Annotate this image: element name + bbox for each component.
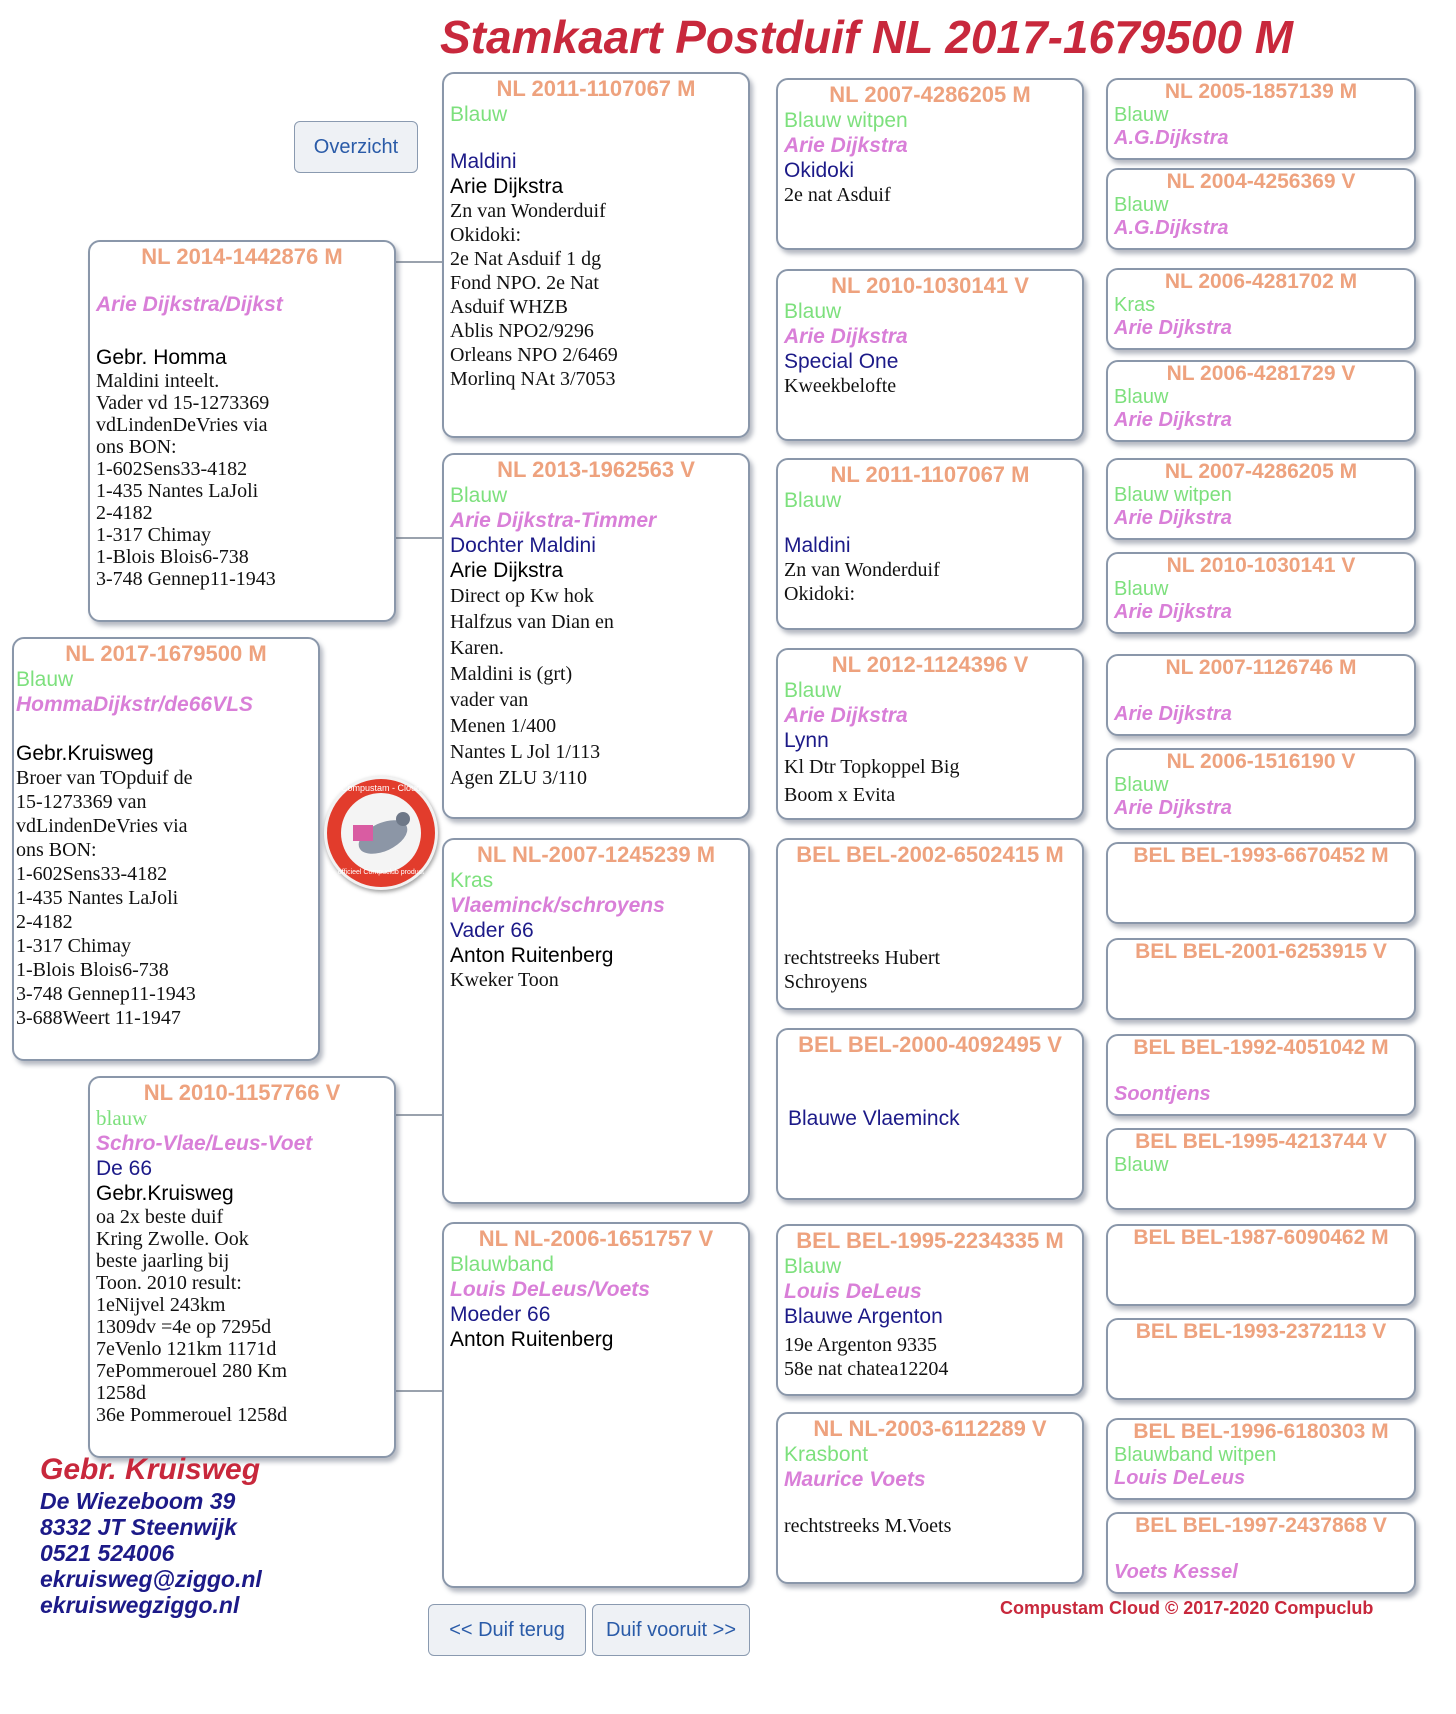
card-g3-8[interactable]	[1106, 748, 1416, 830]
card-ggp-5[interactable]	[776, 838, 1084, 1010]
breeder: Arie Dijkstra	[784, 325, 908, 348]
breeder: A.G.Dijkstra	[1114, 217, 1229, 239]
card-g3-9[interactable]	[1106, 842, 1416, 924]
color: Blauw	[784, 1255, 842, 1278]
notes: Kweekbelofte	[784, 375, 897, 397]
overview-button[interactable]: Overzicht	[294, 121, 418, 173]
card-body	[1108, 1250, 1414, 1273]
card-body	[1108, 104, 1414, 150]
color: Blauw	[1114, 104, 1169, 126]
notes: Kweker Toon	[450, 969, 559, 991]
notes: rechtstreeks M.Voets	[784, 1515, 952, 1537]
card-body	[1108, 578, 1414, 624]
breeder: Arie Dijkstra	[1114, 507, 1232, 529]
card-body	[1108, 484, 1414, 530]
color: Blauw	[1114, 194, 1169, 216]
color: Blauw	[450, 103, 508, 126]
owner-city: 8332 JT Steenwijk	[40, 1514, 237, 1540]
ring-number: NL 2006-1516190 V	[1166, 750, 1356, 773]
name: Moeder 66	[450, 1303, 551, 1326]
ring-number: NL 2010-1030141 V	[1166, 554, 1356, 577]
color: Blauw	[784, 300, 842, 323]
breeder: Arie Dijkstra	[1114, 703, 1232, 725]
card-subject[interactable]	[12, 637, 320, 1061]
ring-number: NL 2011-1107067 M	[496, 76, 696, 101]
color: Blauw	[1114, 1154, 1169, 1176]
breeder: Arie Dijkstra	[1114, 409, 1232, 431]
copyright: Compustam Cloud © 2017-2020 Compuclub	[1000, 1598, 1374, 1618]
ring-number: NL NL-2003-6112289 V	[813, 1416, 1047, 1441]
card-g3-6[interactable]	[1106, 552, 1416, 634]
owner-email-alt: ekruiswegziggo.nl	[40, 1592, 240, 1618]
card-g3-10[interactable]	[1106, 938, 1416, 1020]
compustam-logo	[324, 776, 438, 890]
owner-name: Gebr. Kruisweg	[40, 1453, 261, 1486]
color	[1114, 964, 1408, 987]
notes: Zn van Wonderduif Okidoki:	[784, 559, 940, 605]
ring-number: NL 2017-1679500 M	[65, 641, 267, 666]
ring-number: NL 2013-1962563 V	[497, 457, 695, 482]
breeder: Arie Dijkstra	[1114, 797, 1232, 819]
color: Blauw	[1114, 578, 1169, 600]
card-g3-4[interactable]	[1106, 360, 1416, 442]
color: Krasbont	[784, 1443, 869, 1466]
card-body	[1108, 868, 1414, 891]
card-body	[1108, 1344, 1414, 1367]
owner: Anton Ruitenberg	[450, 1328, 614, 1351]
notes: 2e nat Asduif	[784, 184, 891, 206]
card-g3-2[interactable]	[1106, 168, 1416, 250]
color: Blauw	[784, 679, 842, 702]
logo-top-text: Compustam - Cloud	[340, 783, 422, 793]
notes: Zn van Wonderduif Okidoki: 2e Nat Asduif 1 dg Fond NPO. 2e Nat Asduif WHZB Ablis NPO2/9296 Orleans NPO 2/6469 Morlinq NAt 3/7053	[450, 200, 618, 390]
card-ggp-3[interactable]	[776, 458, 1084, 630]
card-g3-15[interactable]	[1106, 1418, 1416, 1500]
ring-number: BEL BEL-1992-4051042 M	[1133, 1036, 1389, 1059]
breeder: Vlaeminck/schroyens	[450, 894, 665, 917]
ring-number: NL 2007-4286205 M	[1164, 460, 1358, 483]
connector	[394, 261, 442, 263]
card-body	[1108, 386, 1414, 432]
breeder: Louis DeLeus	[1114, 1467, 1246, 1489]
card-g3-7[interactable]	[1106, 654, 1416, 736]
notes: oa 2x beste duif Kring Zwolle. Ook beste jaarling bij Toon. 2010 result: 1eNijvel 243km 1309dv =4e op 7295d 7eVenlo 121km 1171d 7ePommerouel 280 Km 1258d 36e Pommerouel 1258d	[96, 1206, 288, 1426]
ring-number: BEL BEL-1997-2437868 V	[1135, 1514, 1387, 1537]
ring-number: NL NL-2007-1245239 M	[476, 842, 716, 867]
owner: Arie Dijkstra	[450, 559, 564, 582]
card-body	[1108, 1538, 1414, 1584]
owner: Gebr.Kruisweg	[96, 1182, 234, 1205]
notes: rechtstreeks Hubert Schroyens	[784, 947, 941, 993]
name: De 66	[96, 1157, 153, 1180]
name: Blauwe Vlaeminck	[788, 1107, 960, 1130]
ring-number: BEL BEL-2001-6253915 V	[1135, 940, 1387, 963]
color	[1114, 1344, 1408, 1367]
card-g3-5[interactable]	[1106, 458, 1416, 540]
ring-number: BEL BEL-1995-2234335 M	[796, 1228, 1064, 1253]
card-ggp-4[interactable]	[776, 648, 1084, 820]
color: blauw	[96, 1106, 148, 1130]
ring-number: NL 2007-4286205 M	[829, 82, 1031, 107]
ring-number: NL NL-2006-1651757 V	[478, 1226, 714, 1251]
color: Blauw	[1114, 386, 1169, 408]
logo-bottom-text: officieel Compuclub product	[337, 869, 425, 876]
card-g3-14[interactable]	[1106, 1318, 1416, 1400]
color: Blauw	[1114, 774, 1169, 796]
ring-number: BEL BEL-1996-6180303 M	[1133, 1420, 1389, 1443]
connector	[394, 1390, 442, 1392]
breeder: Louis DeLeus	[784, 1280, 922, 1303]
prev-pigeon-button[interactable]: << Duif terug	[428, 1604, 586, 1656]
breeder: Voets Kessel	[1114, 1561, 1238, 1583]
owner: Anton Ruitenberg	[450, 944, 614, 967]
breeder: Arie Dijkstra	[1114, 601, 1232, 623]
name: Lynn	[784, 729, 829, 752]
color: Blauw	[16, 668, 74, 691]
connector	[394, 1114, 442, 1116]
owner-address: De Wiezeboom 39	[40, 1488, 236, 1514]
ring-number: BEL BEL-1987-6090462 M	[1133, 1226, 1389, 1249]
card-ggp-2[interactable]	[776, 269, 1084, 441]
owner-contact	[40, 1452, 262, 1618]
card-g3-1[interactable]	[1106, 78, 1416, 160]
color: Blauw witpen	[784, 109, 908, 132]
card-body	[1108, 774, 1414, 820]
card-gp-1[interactable]	[442, 72, 750, 438]
card-gp-3[interactable]	[442, 838, 750, 1204]
card-ggp-6[interactable]	[776, 1028, 1084, 1200]
owner-email[interactable]: ekruisweg@ziggo.nl	[40, 1566, 262, 1592]
card-g3-3[interactable]	[1106, 268, 1416, 350]
card-body	[1108, 194, 1414, 240]
color: Kras	[1114, 294, 1156, 316]
breeder: Schro-Vlae/Leus-Voet	[96, 1132, 313, 1155]
color: Kras	[450, 869, 494, 892]
owner: Arie Dijkstra	[450, 175, 564, 198]
notes: 19e Argenton 9335 58e nat chatea12204	[784, 1334, 949, 1380]
breeder: Arie Dijkstra-Timmer	[450, 509, 657, 532]
next-pigeon-button[interactable]: Duif vooruit >>	[592, 1604, 750, 1656]
color: Blauw	[450, 484, 508, 507]
ring-number: NL 2012-1124396 V	[831, 652, 1029, 677]
owner: Gebr. Homma	[96, 346, 227, 369]
ring-number: BEL BEL-1993-2372113 V	[1135, 1320, 1387, 1343]
color: Blauwband witpen	[1114, 1444, 1277, 1466]
breeder: Soontjens	[1114, 1083, 1211, 1105]
card-gp-2[interactable]	[442, 453, 750, 819]
name: Maldini	[450, 150, 517, 173]
card-father[interactable]	[88, 240, 396, 622]
ring-number: NL 2010-1030141 V	[831, 273, 1029, 298]
ring-number: NL 2010-1157766 V	[143, 1080, 341, 1105]
card-g3-13[interactable]	[1106, 1224, 1416, 1306]
ring-number: NL 2006-4281702 M	[1164, 270, 1358, 293]
color	[1114, 1060, 1408, 1083]
breeder: Louis DeLeus/Voets	[450, 1278, 650, 1301]
ring-number: NL 2011-1107067 M	[830, 462, 1030, 487]
card-ggp-7[interactable]	[776, 1224, 1084, 1396]
color	[1114, 680, 1408, 703]
card-ggp-1[interactable]	[776, 78, 1084, 250]
notes: Kl Dtr Topkoppel Big Boom x Evita	[784, 756, 960, 806]
breeder: Arie Dijkstra	[784, 704, 908, 727]
card-ggp-8[interactable]	[776, 1412, 1084, 1584]
card-gp-4[interactable]	[442, 1222, 750, 1588]
breeder: Arie Dijkstra/Dijkst	[96, 293, 283, 316]
name: Vader 66	[450, 919, 534, 942]
name: Special One	[784, 350, 899, 373]
breeder: A.G.Dijkstra	[1114, 127, 1229, 149]
name: Blauwe Argenton	[784, 1305, 943, 1328]
breeder: Arie Dijkstra	[784, 134, 908, 157]
name: Dochter Maldini	[450, 534, 596, 557]
card-g3-12[interactable]	[1106, 1128, 1416, 1210]
card-g3-16[interactable]	[1106, 1512, 1416, 1594]
ring-number: BEL BEL-1995-4213744 V	[1135, 1130, 1387, 1153]
card-body	[1108, 680, 1414, 726]
notes: Direct op Kw hok Halfzus van Dian en Karen. Maldini is (grt) vader van Menen 1/400 Nantes L Jol 1/113 Agen ZLU 3/110	[450, 585, 614, 789]
card-mother[interactable]	[88, 1076, 396, 1458]
color: Blauw witpen	[1114, 484, 1232, 506]
page-title: Stamkaart Postduif NL 2017-1679500 M	[440, 11, 1294, 63]
card-body	[1108, 1444, 1414, 1490]
ring-number: NL 2005-1857139 M	[1164, 80, 1358, 103]
ring-number: NL 2006-4281729 V	[1166, 362, 1356, 385]
color	[1114, 1250, 1408, 1273]
owner-phone: 0521 524006	[40, 1540, 175, 1566]
card-body	[1108, 1154, 1414, 1177]
color	[1114, 868, 1408, 891]
ring-number: NL 2004-4256369 V	[1166, 170, 1356, 193]
color: Blauwband	[450, 1253, 554, 1276]
card-g3-11[interactable]	[1106, 1034, 1416, 1116]
card-body	[1108, 964, 1414, 987]
notes: Broer van TOpduif de 15-1273369 van vdLindenDeVries via ons BON: 1-602Sens33-4182 1-435 Nantes LaJoli 2-4182 1-317 Chimay 1-Blois Blois6-738 3-748 Gennep11-1943 3-688Weert 11-1947	[16, 767, 196, 1029]
ring-number: BEL BEL-1993-6670452 M	[1133, 844, 1389, 867]
name: Okidoki	[784, 159, 855, 182]
name: Maldini	[784, 534, 851, 557]
ring-number: NL 2014-1442876 M	[141, 244, 343, 269]
connector	[394, 537, 442, 539]
color	[1114, 1538, 1408, 1561]
ring-number: BEL BEL-2000-4092495 V	[798, 1032, 1062, 1057]
breeder: HommaDijkstr/de66VLS	[16, 693, 253, 716]
ring-number: BEL BEL-2002-6502415 M	[796, 842, 1064, 867]
breeder: Maurice Voets	[784, 1468, 926, 1491]
notes: Maldini inteelt. Vader vd 15-1273369 vdLindenDeVries via ons BON: 1-602Sens33-4182 1-435 Nantes LaJoli 2-4182 1-317 Chimay 1-Blois Blois6-738 3-748 Gennep11-1943	[96, 370, 276, 590]
owner: Gebr.Kruisweg	[16, 742, 154, 765]
breeder: Arie Dijkstra	[1114, 317, 1232, 339]
card-body	[1108, 294, 1414, 340]
ring-number: NL 2007-1126746 M	[1165, 656, 1357, 679]
color: Blauw	[784, 489, 842, 512]
card-body	[1108, 1060, 1414, 1106]
